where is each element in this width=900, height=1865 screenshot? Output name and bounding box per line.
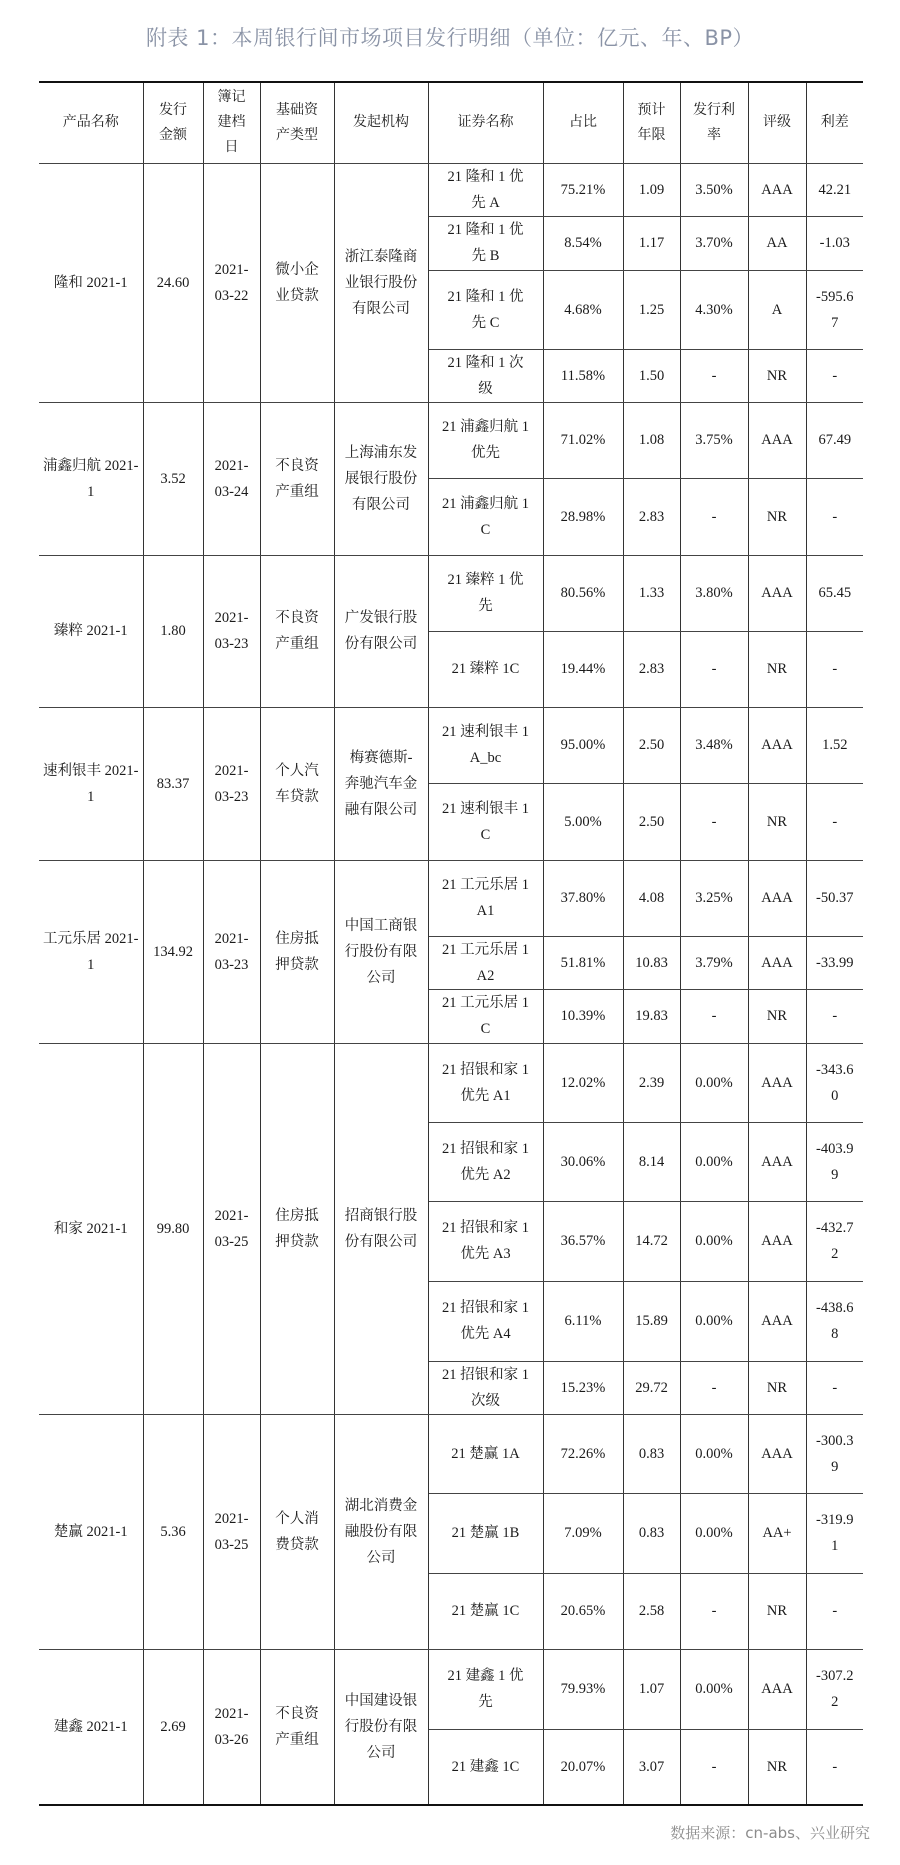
rating-cell: AA+ bbox=[748, 1493, 806, 1573]
issue-rate-cell: - bbox=[680, 631, 748, 707]
rating-cell: AAA bbox=[748, 1043, 806, 1122]
issue-rate-cell: 0.00% bbox=[680, 1649, 748, 1729]
header-originator: 发起机构 bbox=[334, 82, 428, 163]
spread-cell: - bbox=[806, 1361, 863, 1414]
issue-amount-cell: 5.36 bbox=[143, 1414, 203, 1649]
issue-amount-cell: 134.92 bbox=[143, 860, 203, 1043]
share-cell: 79.93% bbox=[543, 1649, 623, 1729]
issue-rate-cell: 3.50% bbox=[680, 163, 748, 216]
rating-cell: NR bbox=[748, 631, 806, 707]
originator-cell: 上海浦东发展银行股份有限公司 bbox=[334, 402, 428, 555]
security-name-cell: 21 楚赢 1A bbox=[428, 1414, 543, 1493]
security-name-cell: 21 速利银丰 1A_bc bbox=[428, 707, 543, 783]
table-row bbox=[39, 860, 863, 936]
bookbuilding-date-cell: 2021-03-22 bbox=[203, 163, 260, 402]
rating-cell: NR bbox=[748, 1361, 806, 1414]
rating-cell: AAA bbox=[748, 707, 806, 783]
spread-cell: -403.99 bbox=[806, 1122, 863, 1201]
issue-rate-cell: 3.80% bbox=[680, 555, 748, 631]
share-cell: 8.54% bbox=[543, 216, 623, 270]
rating-cell: AAA bbox=[748, 163, 806, 216]
spread-cell: -50.37 bbox=[806, 860, 863, 936]
issue-rate-cell: - bbox=[680, 1573, 748, 1649]
spread-cell: -432.72 bbox=[806, 1201, 863, 1281]
expected-term-cell: 2.83 bbox=[623, 478, 680, 555]
spread-cell: -300.39 bbox=[806, 1414, 863, 1493]
rating-cell: AAA bbox=[748, 1201, 806, 1281]
asset-type-cell: 住房抵押贷款 bbox=[260, 860, 334, 1043]
expected-term-cell: 14.72 bbox=[623, 1201, 680, 1281]
product-name-cell: 速利银丰 2021-1 bbox=[39, 707, 143, 860]
issue-rate-cell: 3.79% bbox=[680, 936, 748, 989]
rating-cell: NR bbox=[748, 1573, 806, 1649]
share-cell: 30.06% bbox=[543, 1122, 623, 1201]
originator-cell: 广发银行股份有限公司 bbox=[334, 555, 428, 707]
share-cell: 6.11% bbox=[543, 1281, 623, 1361]
issue-rate-cell: 4.30% bbox=[680, 270, 748, 349]
issue-rate-cell: 0.00% bbox=[680, 1493, 748, 1573]
header-product: 产品名称 bbox=[39, 82, 143, 163]
share-cell: 7.09% bbox=[543, 1493, 623, 1573]
issue-amount-cell: 1.80 bbox=[143, 555, 203, 707]
asset-type-cell: 不良资产重组 bbox=[260, 402, 334, 555]
issue-rate-cell: 3.75% bbox=[680, 402, 748, 478]
originator-cell: 梅赛德斯-奔驰汽车金融有限公司 bbox=[334, 707, 428, 860]
rating-cell: NR bbox=[748, 989, 806, 1043]
issue-rate-cell: - bbox=[680, 989, 748, 1043]
security-name-cell: 21 工元乐居 1C bbox=[428, 989, 543, 1043]
spread-cell: -319.91 bbox=[806, 1493, 863, 1573]
issue-rate-cell: 0.00% bbox=[680, 1122, 748, 1201]
expected-term-cell: 2.58 bbox=[623, 1573, 680, 1649]
share-cell: 10.39% bbox=[543, 989, 623, 1043]
issuance-table bbox=[39, 81, 863, 1806]
issue-amount-cell: 99.80 bbox=[143, 1043, 203, 1414]
rating-cell: AAA bbox=[748, 1414, 806, 1493]
expected-term-cell: 10.83 bbox=[623, 936, 680, 989]
table-title: 附表 1：本周银行间市场项目发行明细（单位：亿元、年、BP） bbox=[145, 26, 755, 50]
share-cell: 19.44% bbox=[543, 631, 623, 707]
header-security: 证券名称 bbox=[428, 82, 543, 163]
security-name-cell: 21 招银和家 1 优先 A3 bbox=[428, 1201, 543, 1281]
expected-term-cell: 3.07 bbox=[623, 1729, 680, 1805]
table-row bbox=[39, 555, 863, 631]
expected-term-cell: 2.83 bbox=[623, 631, 680, 707]
expected-term-cell: 0.83 bbox=[623, 1414, 680, 1493]
issue-rate-cell: 3.70% bbox=[680, 216, 748, 270]
expected-term-cell: 2.39 bbox=[623, 1043, 680, 1122]
share-cell: 51.81% bbox=[543, 936, 623, 989]
share-cell: 11.58% bbox=[543, 349, 623, 402]
security-name-cell: 21 招银和家 1 优先 A2 bbox=[428, 1122, 543, 1201]
header-spread: 利差 bbox=[806, 82, 863, 163]
rating-cell: NR bbox=[748, 478, 806, 555]
table-body bbox=[39, 163, 863, 1805]
spread-cell: 42.21 bbox=[806, 163, 863, 216]
issue-rate-cell: - bbox=[680, 1729, 748, 1805]
spread-cell: - bbox=[806, 349, 863, 402]
asset-type-cell: 个人汽车贷款 bbox=[260, 707, 334, 860]
expected-term-cell: 1.17 bbox=[623, 216, 680, 270]
header-term: 预计年限 bbox=[623, 82, 680, 163]
originator-cell: 浙江泰隆商业银行股份有限公司 bbox=[334, 163, 428, 402]
header-share: 占比 bbox=[543, 82, 623, 163]
expected-term-cell: 19.83 bbox=[623, 989, 680, 1043]
share-cell: 95.00% bbox=[543, 707, 623, 783]
security-name-cell: 21 建鑫 1 优先 bbox=[428, 1649, 543, 1729]
rating-cell: A bbox=[748, 270, 806, 349]
spread-cell: - bbox=[806, 631, 863, 707]
asset-type-cell: 个人消费贷款 bbox=[260, 1414, 334, 1649]
security-name-cell: 21 工元乐居 1A1 bbox=[428, 860, 543, 936]
issue-amount-cell: 24.60 bbox=[143, 163, 203, 402]
expected-term-cell: 1.07 bbox=[623, 1649, 680, 1729]
share-cell: 80.56% bbox=[543, 555, 623, 631]
originator-cell: 中国建设银行股份有限公司 bbox=[334, 1649, 428, 1805]
header-rating: 评级 bbox=[748, 82, 806, 163]
header-row bbox=[39, 82, 863, 163]
table-row bbox=[39, 163, 863, 216]
table-row bbox=[39, 402, 863, 478]
issue-rate-cell: 0.00% bbox=[680, 1043, 748, 1122]
source-note: 数据来源：cn-abs、兴业研究 bbox=[670, 1824, 870, 1842]
issue-rate-cell: 3.25% bbox=[680, 860, 748, 936]
expected-term-cell: 1.33 bbox=[623, 555, 680, 631]
spread-cell: -33.99 bbox=[806, 936, 863, 989]
security-name-cell: 21 臻粹 1C bbox=[428, 631, 543, 707]
spread-cell: - bbox=[806, 783, 863, 860]
product-name-cell: 和家 2021-1 bbox=[39, 1043, 143, 1414]
rating-cell: AAA bbox=[748, 402, 806, 478]
rating-cell: NR bbox=[748, 349, 806, 402]
rating-cell: AAA bbox=[748, 860, 806, 936]
spread-cell: 65.45 bbox=[806, 555, 863, 631]
asset-type-cell: 不良资产重组 bbox=[260, 1649, 334, 1805]
security-name-cell: 21 楚赢 1C bbox=[428, 1573, 543, 1649]
rating-cell: AAA bbox=[748, 1122, 806, 1201]
spread-cell: - bbox=[806, 989, 863, 1043]
share-cell: 15.23% bbox=[543, 1361, 623, 1414]
expected-term-cell: 29.72 bbox=[623, 1361, 680, 1414]
rating-cell: AAA bbox=[748, 1281, 806, 1361]
issue-rate-cell: - bbox=[680, 783, 748, 860]
share-cell: 12.02% bbox=[543, 1043, 623, 1122]
security-name-cell: 21 臻粹 1 优先 bbox=[428, 555, 543, 631]
security-name-cell: 21 速利银丰 1C bbox=[428, 783, 543, 860]
asset-type-cell: 微小企业贷款 bbox=[260, 163, 334, 402]
table-row bbox=[39, 707, 863, 783]
originator-cell: 湖北消费金融股份有限公司 bbox=[334, 1414, 428, 1649]
expected-term-cell: 15.89 bbox=[623, 1281, 680, 1361]
originator-cell: 中国工商银行股份有限公司 bbox=[334, 860, 428, 1043]
bookbuilding-date-cell: 2021-03-25 bbox=[203, 1414, 260, 1649]
product-name-cell: 臻粹 2021-1 bbox=[39, 555, 143, 707]
issue-amount-cell: 3.52 bbox=[143, 402, 203, 555]
security-name-cell: 21 建鑫 1C bbox=[428, 1729, 543, 1805]
bookbuilding-date-cell: 2021-03-24 bbox=[203, 402, 260, 555]
rating-cell: AAA bbox=[748, 555, 806, 631]
header-amount: 发行金额 bbox=[143, 82, 203, 163]
expected-term-cell: 1.50 bbox=[623, 349, 680, 402]
bookbuilding-date-cell: 2021-03-23 bbox=[203, 555, 260, 707]
rating-cell: AAA bbox=[748, 1649, 806, 1729]
security-name-cell: 21 招银和家 1 优先 A4 bbox=[428, 1281, 543, 1361]
security-name-cell: 21 招银和家 1 次级 bbox=[428, 1361, 543, 1414]
originator-cell: 招商银行股份有限公司 bbox=[334, 1043, 428, 1414]
share-cell: 28.98% bbox=[543, 478, 623, 555]
asset-type-cell: 住房抵押贷款 bbox=[260, 1043, 334, 1414]
share-cell: 20.65% bbox=[543, 1573, 623, 1649]
issue-rate-cell: 3.48% bbox=[680, 707, 748, 783]
table-row bbox=[39, 1043, 863, 1122]
expected-term-cell: 8.14 bbox=[623, 1122, 680, 1201]
spread-cell: -307.22 bbox=[806, 1649, 863, 1729]
issue-rate-cell: - bbox=[680, 1361, 748, 1414]
share-cell: 72.26% bbox=[543, 1414, 623, 1493]
expected-term-cell: 2.50 bbox=[623, 707, 680, 783]
expected-term-cell: 0.83 bbox=[623, 1493, 680, 1573]
bookbuilding-date-cell: 2021-03-23 bbox=[203, 860, 260, 1043]
share-cell: 37.80% bbox=[543, 860, 623, 936]
share-cell: 20.07% bbox=[543, 1729, 623, 1805]
expected-term-cell: 4.08 bbox=[623, 860, 680, 936]
header-date: 簿记建档日 bbox=[203, 82, 260, 163]
share-cell: 71.02% bbox=[543, 402, 623, 478]
security-name-cell: 21 隆和 1 优先 A bbox=[428, 163, 543, 216]
expected-term-cell: 1.09 bbox=[623, 163, 680, 216]
bookbuilding-date-cell: 2021-03-25 bbox=[203, 1043, 260, 1414]
security-name-cell: 21 隆和 1 次级 bbox=[428, 349, 543, 402]
issue-amount-cell: 83.37 bbox=[143, 707, 203, 860]
rating-cell: NR bbox=[748, 1729, 806, 1805]
bookbuilding-date-cell: 2021-03-23 bbox=[203, 707, 260, 860]
issue-rate-cell: 0.00% bbox=[680, 1201, 748, 1281]
security-name-cell: 21 隆和 1 优先 C bbox=[428, 270, 543, 349]
issue-amount-cell: 2.69 bbox=[143, 1649, 203, 1805]
product-name-cell: 建鑫 2021-1 bbox=[39, 1649, 143, 1805]
expected-term-cell: 1.08 bbox=[623, 402, 680, 478]
spread-cell: -438.68 bbox=[806, 1281, 863, 1361]
security-name-cell: 21 招银和家 1 优先 A1 bbox=[428, 1043, 543, 1122]
rating-cell: AA bbox=[748, 216, 806, 270]
table-row bbox=[39, 1414, 863, 1493]
spread-cell: 1.52 bbox=[806, 707, 863, 783]
product-name-cell: 浦鑫归航 2021-1 bbox=[39, 402, 143, 555]
header-asset-type: 基础资产类型 bbox=[260, 82, 334, 163]
product-name-cell: 隆和 2021-1 bbox=[39, 163, 143, 402]
share-cell: 4.68% bbox=[543, 270, 623, 349]
spread-cell: - bbox=[806, 478, 863, 555]
security-name-cell: 21 隆和 1 优先 B bbox=[428, 216, 543, 270]
security-name-cell: 21 工元乐居 1A2 bbox=[428, 936, 543, 989]
product-name-cell: 工元乐居 2021-1 bbox=[39, 860, 143, 1043]
table-row bbox=[39, 1649, 863, 1729]
share-cell: 36.57% bbox=[543, 1201, 623, 1281]
issue-rate-cell: 0.00% bbox=[680, 1414, 748, 1493]
spread-cell: -595.67 bbox=[806, 270, 863, 349]
spread-cell: - bbox=[806, 1573, 863, 1649]
header-rate: 发行利率 bbox=[680, 82, 748, 163]
expected-term-cell: 2.50 bbox=[623, 783, 680, 860]
security-name-cell: 21 浦鑫归航 1C bbox=[428, 478, 543, 555]
security-name-cell: 21 楚赢 1B bbox=[428, 1493, 543, 1573]
product-name-cell: 楚赢 2021-1 bbox=[39, 1414, 143, 1649]
bookbuilding-date-cell: 2021-03-26 bbox=[203, 1649, 260, 1805]
spread-cell: 67.49 bbox=[806, 402, 863, 478]
security-name-cell: 21 浦鑫归航 1 优先 bbox=[428, 402, 543, 478]
issue-rate-cell: - bbox=[680, 478, 748, 555]
spread-cell: - bbox=[806, 1729, 863, 1805]
share-cell: 5.00% bbox=[543, 783, 623, 860]
spread-cell: -343.60 bbox=[806, 1043, 863, 1122]
expected-term-cell: 1.25 bbox=[623, 270, 680, 349]
issue-rate-cell: 0.00% bbox=[680, 1281, 748, 1361]
rating-cell: NR bbox=[748, 783, 806, 860]
share-cell: 75.21% bbox=[543, 163, 623, 216]
rating-cell: AAA bbox=[748, 936, 806, 989]
asset-type-cell: 不良资产重组 bbox=[260, 555, 334, 707]
spread-cell: -1.03 bbox=[806, 216, 863, 270]
issue-rate-cell: - bbox=[680, 349, 748, 402]
